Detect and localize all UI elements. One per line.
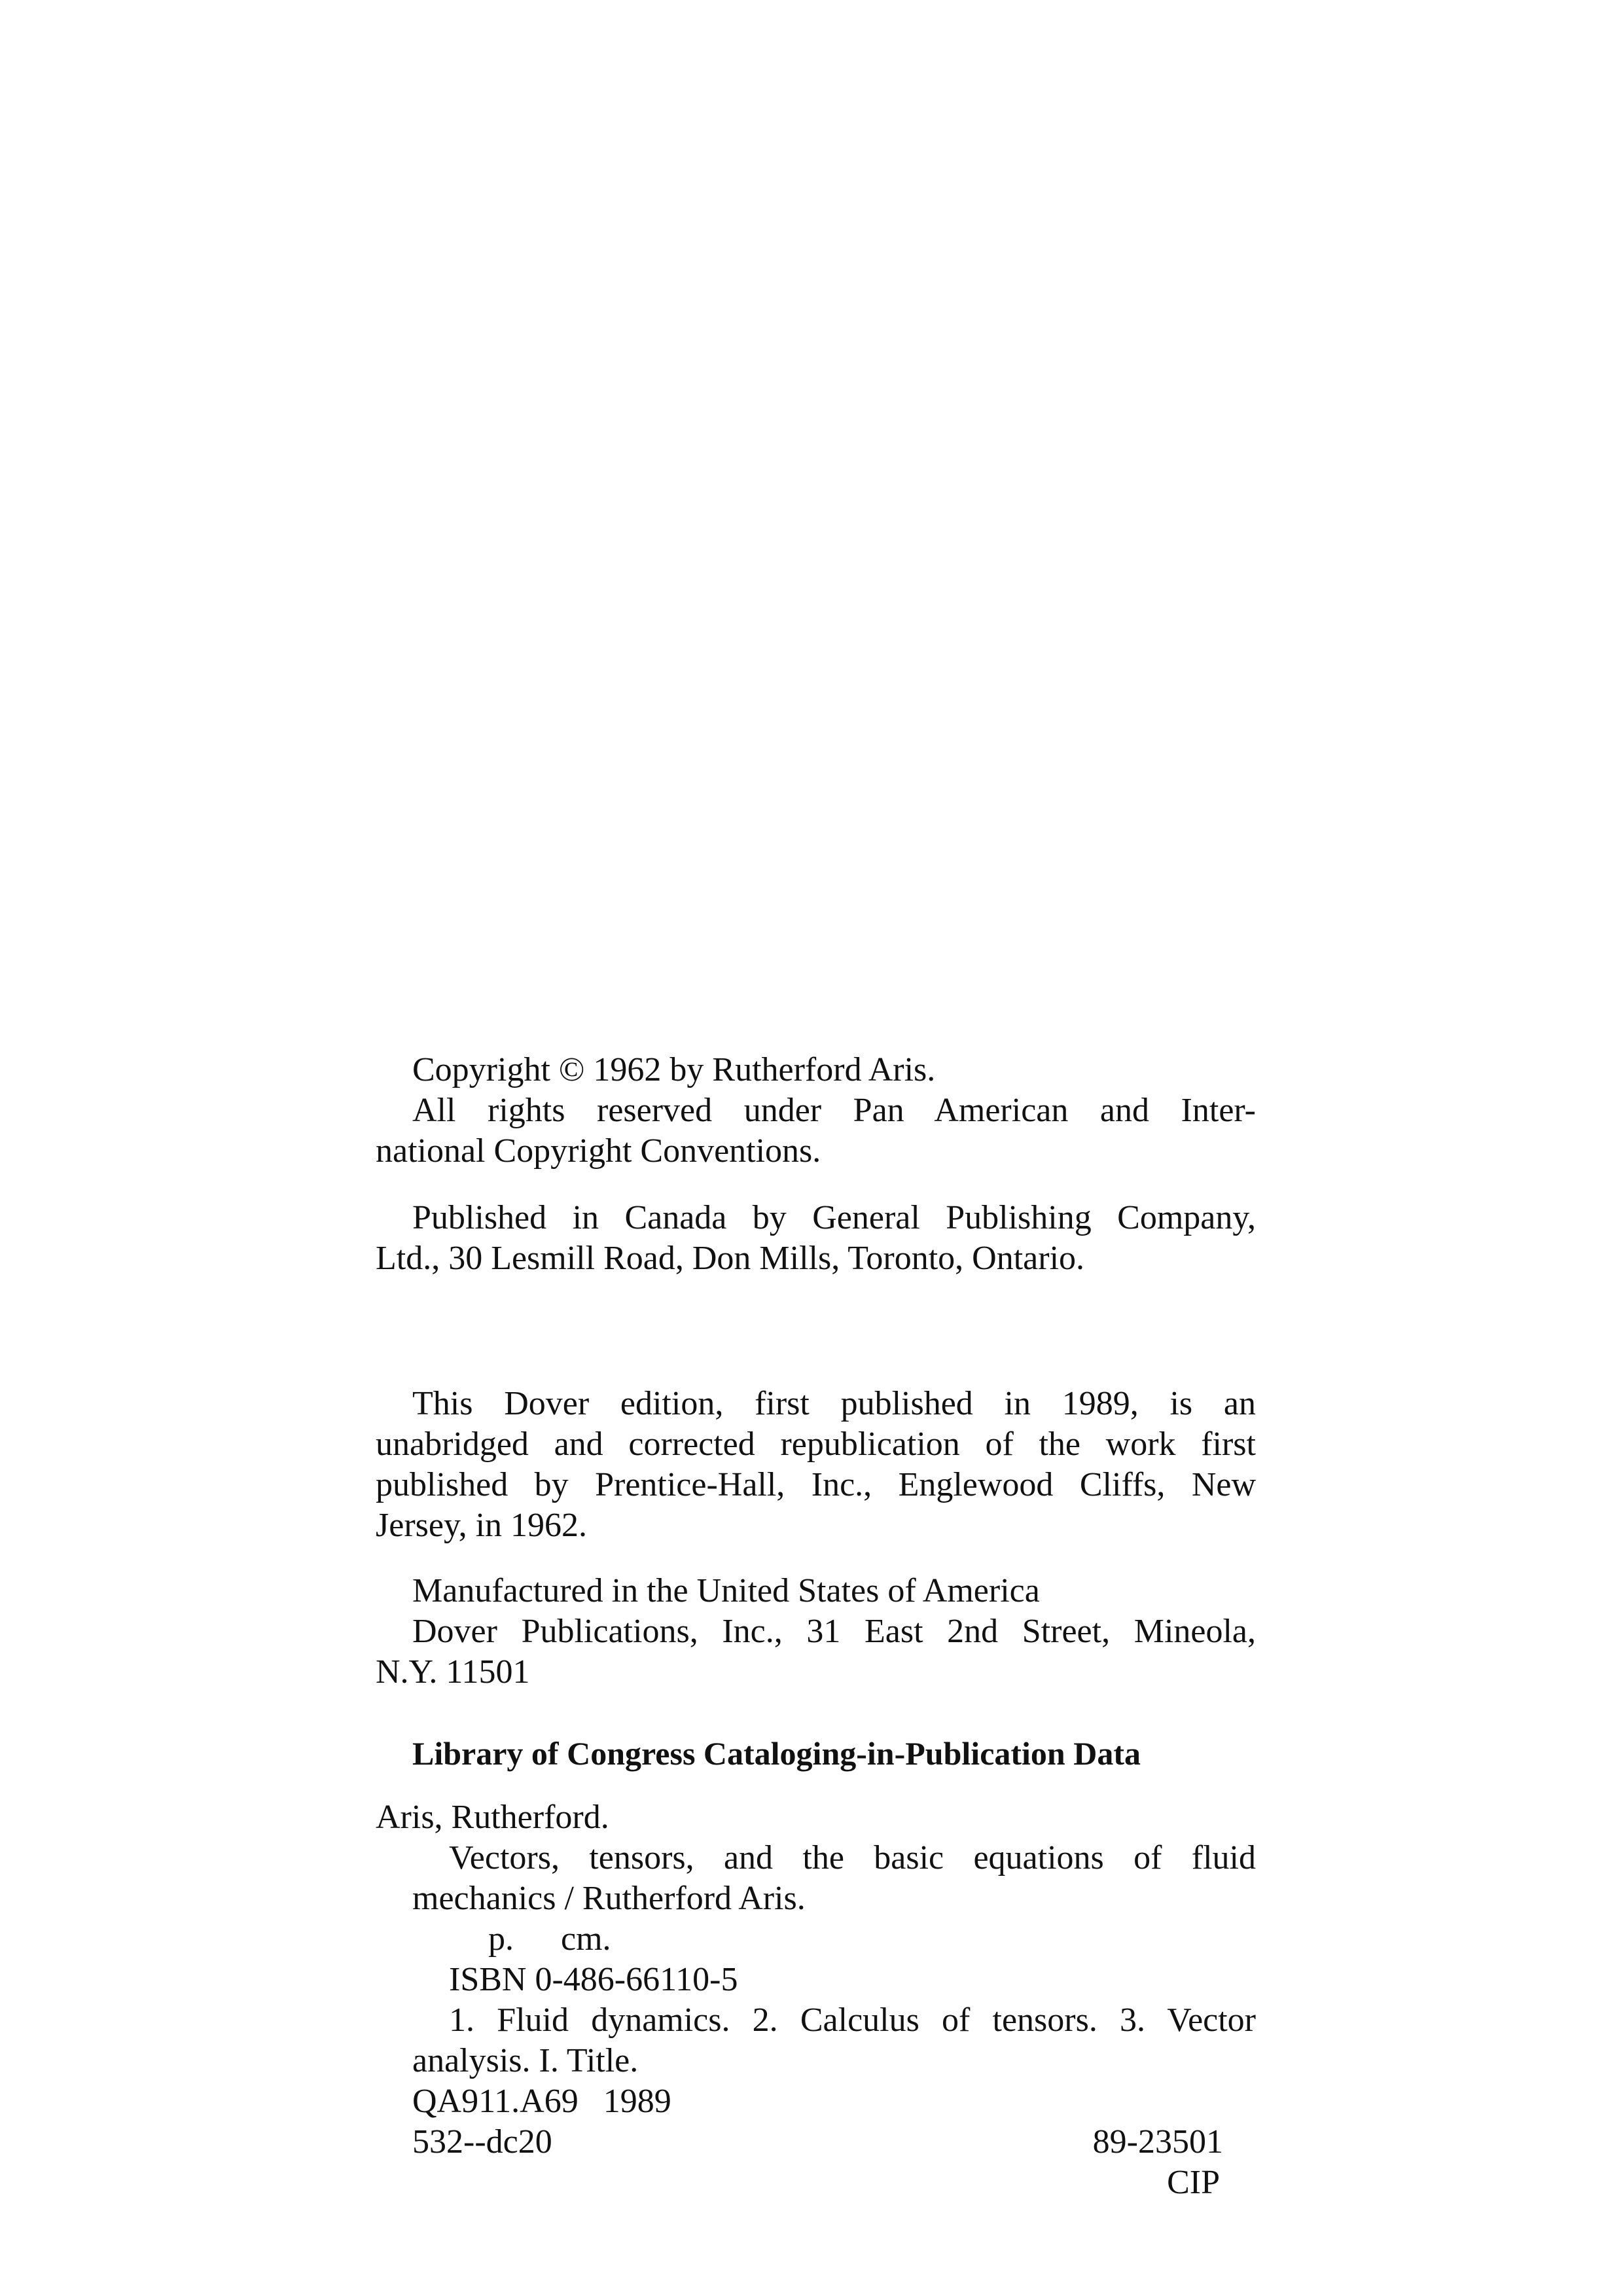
cip-dewey: 532--dc20 xyxy=(412,2123,552,2161)
dover-address-line: Dover Publications, Inc., 31 East 2nd Street, Mineola, xyxy=(412,1613,1256,1650)
cip-dewey-row xyxy=(376,2122,1256,2162)
cip-lc-class: QA911.A69 xyxy=(412,2083,579,2120)
edition-line: published by Prentice-Hall, Inc., Englewood Cliffs, New xyxy=(376,1466,1256,1503)
cip-title: Vectors, tensors, and the basic equations of fluid xyxy=(449,1839,1256,1876)
cip-record xyxy=(376,1797,1256,2203)
edition-notice xyxy=(376,1384,1256,1546)
rights-line-continued: national Copyright Conventions. xyxy=(376,1132,821,1170)
edition-line: Jersey, in 1962. xyxy=(376,1507,588,1544)
edition-line: unabridged and corrected republication of the work first xyxy=(376,1426,1256,1463)
cip-isbn: ISBN 0-486-66110-5 xyxy=(449,1961,738,1998)
cip-lc-year: 1989 xyxy=(603,2083,671,2120)
cip-title-continued: mechanics / Rutherford Aris. xyxy=(412,1880,806,1917)
cip-label: CIP xyxy=(1167,2164,1220,2201)
cip-physical-description xyxy=(376,1919,1256,1960)
copyright-line: Copyright © 1962 by Rutherford Aris. xyxy=(412,1051,936,1088)
cip-lccn: 89-23501 xyxy=(1092,2123,1223,2161)
cip-block xyxy=(376,1733,1256,1774)
dover-address-line-continued: N.Y. 11501 xyxy=(376,1653,530,1691)
manufacture-line: Manufactured in the United States of America xyxy=(412,1572,1040,1609)
cip-subjects: 1. Fluid dynamics. 2. Calculus of tensors. 3. Vector xyxy=(449,2001,1256,2039)
rights-line: All rights reserved under Pan American and Inter- xyxy=(412,1092,1256,1129)
canada-line: Published in Canada by General Publishing Company, xyxy=(412,1199,1256,1236)
copyright-notice xyxy=(376,1050,1256,1172)
edition-line: This Dover edition, first published in 1989, is an xyxy=(412,1385,1256,1422)
cip-heading: Library of Congress Cataloging-in-Publication Data xyxy=(412,1735,1141,1772)
cip-author: Aris, Rutherford. xyxy=(376,1799,609,1836)
cip-size: cm. xyxy=(561,1920,611,1958)
cip-subjects-continued: analysis. I. Title. xyxy=(412,2042,639,2079)
cip-lc-classification xyxy=(376,2081,1256,2122)
manufacture-notice xyxy=(376,1571,1256,1693)
canada-address-line: Ltd., 30 Lesmill Road, Don Mills, Toronto, Ontario. xyxy=(376,1240,1085,1277)
canada-publisher-notice xyxy=(376,1198,1256,1279)
cip-pages: p. xyxy=(488,1920,514,1958)
